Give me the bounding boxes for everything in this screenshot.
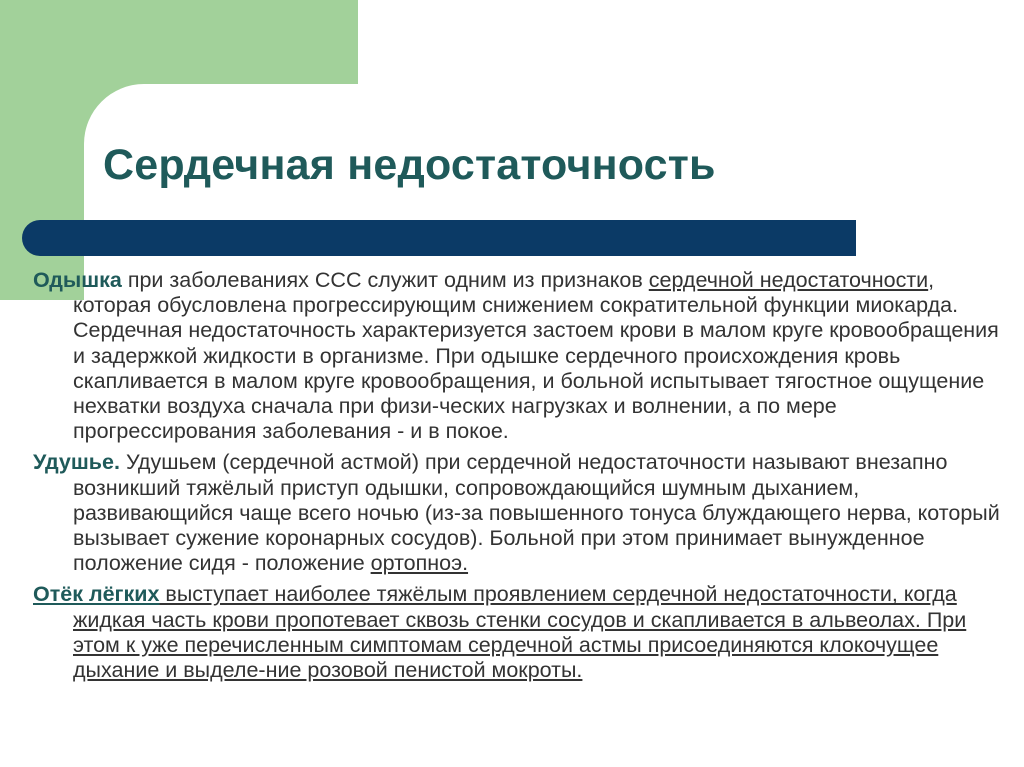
link-heart-failure[interactable]: сердечной недостаточности (648, 268, 929, 292)
slide-title: Сердечная недостаточность (103, 141, 716, 189)
paragraph-dyspnea (33, 268, 1008, 444)
paragraph-pulmonary-edema (33, 582, 1008, 683)
link-orthopnea[interactable]: ортопноэ. (370, 551, 469, 576)
term-dyspnea: Одышка (33, 268, 122, 292)
green-side-strip (0, 0, 84, 245)
link-term-pulmonary-edema[interactable]: Отёк лёгких (33, 582, 160, 607)
paragraph-text: , которая обусловлена прогрессирующим снижением сократительной функции миокарда. Сердечная недостаточность характеризуется застоем крови в малом круге кровообращения и задержкой жидкости в организме. При одышке сердечного происхождения кровь скапливается в малом круге кровообращения, и больной испытывает тягостное ощущение нехватки воздуха сначала при физи-ческих нагрузках и волнении, а по мере прогрессирования заболевания - и в покое. (73, 268, 999, 444)
paragraph-text: Удушьем (сердечной астмой) при сердечной недостаточности называют внезапно возникший тяжёлый приступ одышки, сопровождающийся шумным дыханием, развивающийся чаще всего ночью (из-за повышенного тонуса блуждающего нерва, который вызывает сужение коронарных сосудов). Больной при этом принимает вынужденное положение сидя - положение (73, 450, 1000, 576)
link-pulmonary-edema-text[interactable]: выступает наиболее тяжёлым проявлением сердечной недостаточности, когда жидкая часть крови пропотевает сквозь стенки сосудов и скапливается в альвеолах. При этом к уже перечисленным симптомам сердечной астмы присоединяются клокочущее дыхание и выделе-ние розовой пенистой мокроты. (73, 582, 967, 683)
title-underline-bar (22, 220, 856, 256)
paragraph-text: при заболеваниях ССС служит одним из признаков (121, 268, 649, 292)
paragraph-suffocation (33, 450, 1008, 576)
slide-body (33, 268, 1008, 683)
term-suffocation: Удушье. (33, 450, 120, 475)
